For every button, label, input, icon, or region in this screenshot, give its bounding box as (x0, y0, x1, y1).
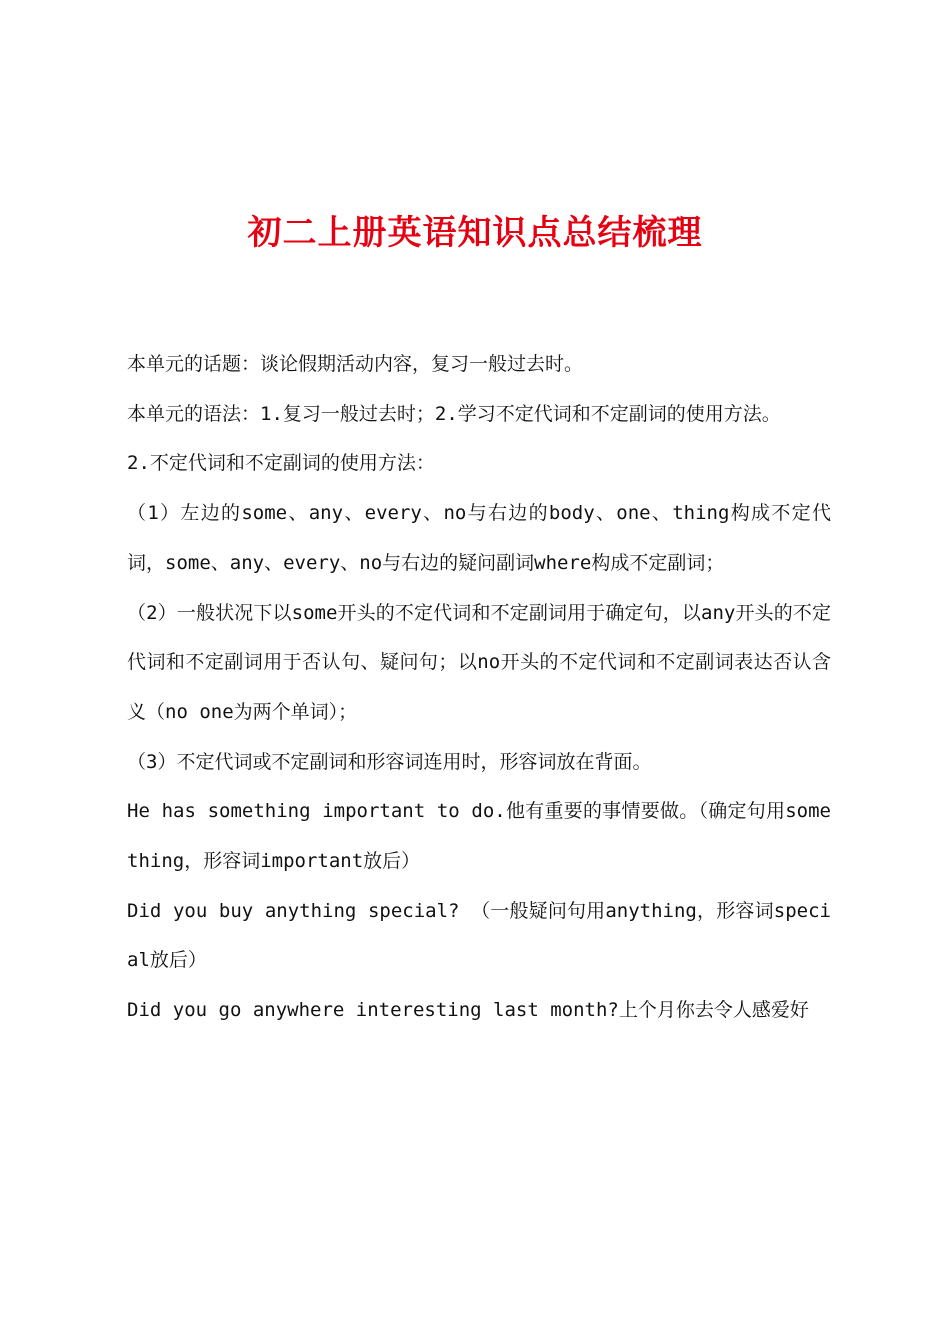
paragraph-example-1: He has something important to do.他有重要的事情要做。（确定句用something，形容词important放后） (127, 800, 831, 873)
paragraph-rule-1: （1）左边的some、any、every、no与右边的body、one、thing构成不定代词，some、any、every、no与右边的疑问副词where构成不定副词； (127, 502, 831, 574)
paragraph-grammar: 本单元的语法：1.复习一般过去时；2.学习不定代词和不定副词的使用方法。 (127, 402, 781, 425)
paragraph-rule-2: （2）一般状况下以some开头的不定代词和不定副词用于确定句，以any开头的不定代词和不定副词用于否认句、疑问句；以no开头的不定代词和不定副词表达否认含义（no one为两个单词）； (127, 601, 831, 723)
document-title: 初二上册英语知识点总结梳理 (247, 213, 703, 253)
paragraph-rule-3: （3）不定代词或不定副词和形容词连用时，形容词放在背面。 (127, 750, 652, 773)
document-body (127, 340, 831, 1036)
paragraph-example-2: Did you buy anything special? （一般疑问句用anything，形容词special放后） (127, 899, 831, 972)
paragraph-usage-heading: 2.不定代词和不定副词的使用方法： (127, 452, 435, 475)
paragraph-topic: 本单元的话题：谈论假期活动内容，复习一般过去时。 (127, 353, 584, 375)
paragraph-example-3: Did you go anywhere interesting last month?上个月你去令人感爱好 (127, 999, 809, 1022)
